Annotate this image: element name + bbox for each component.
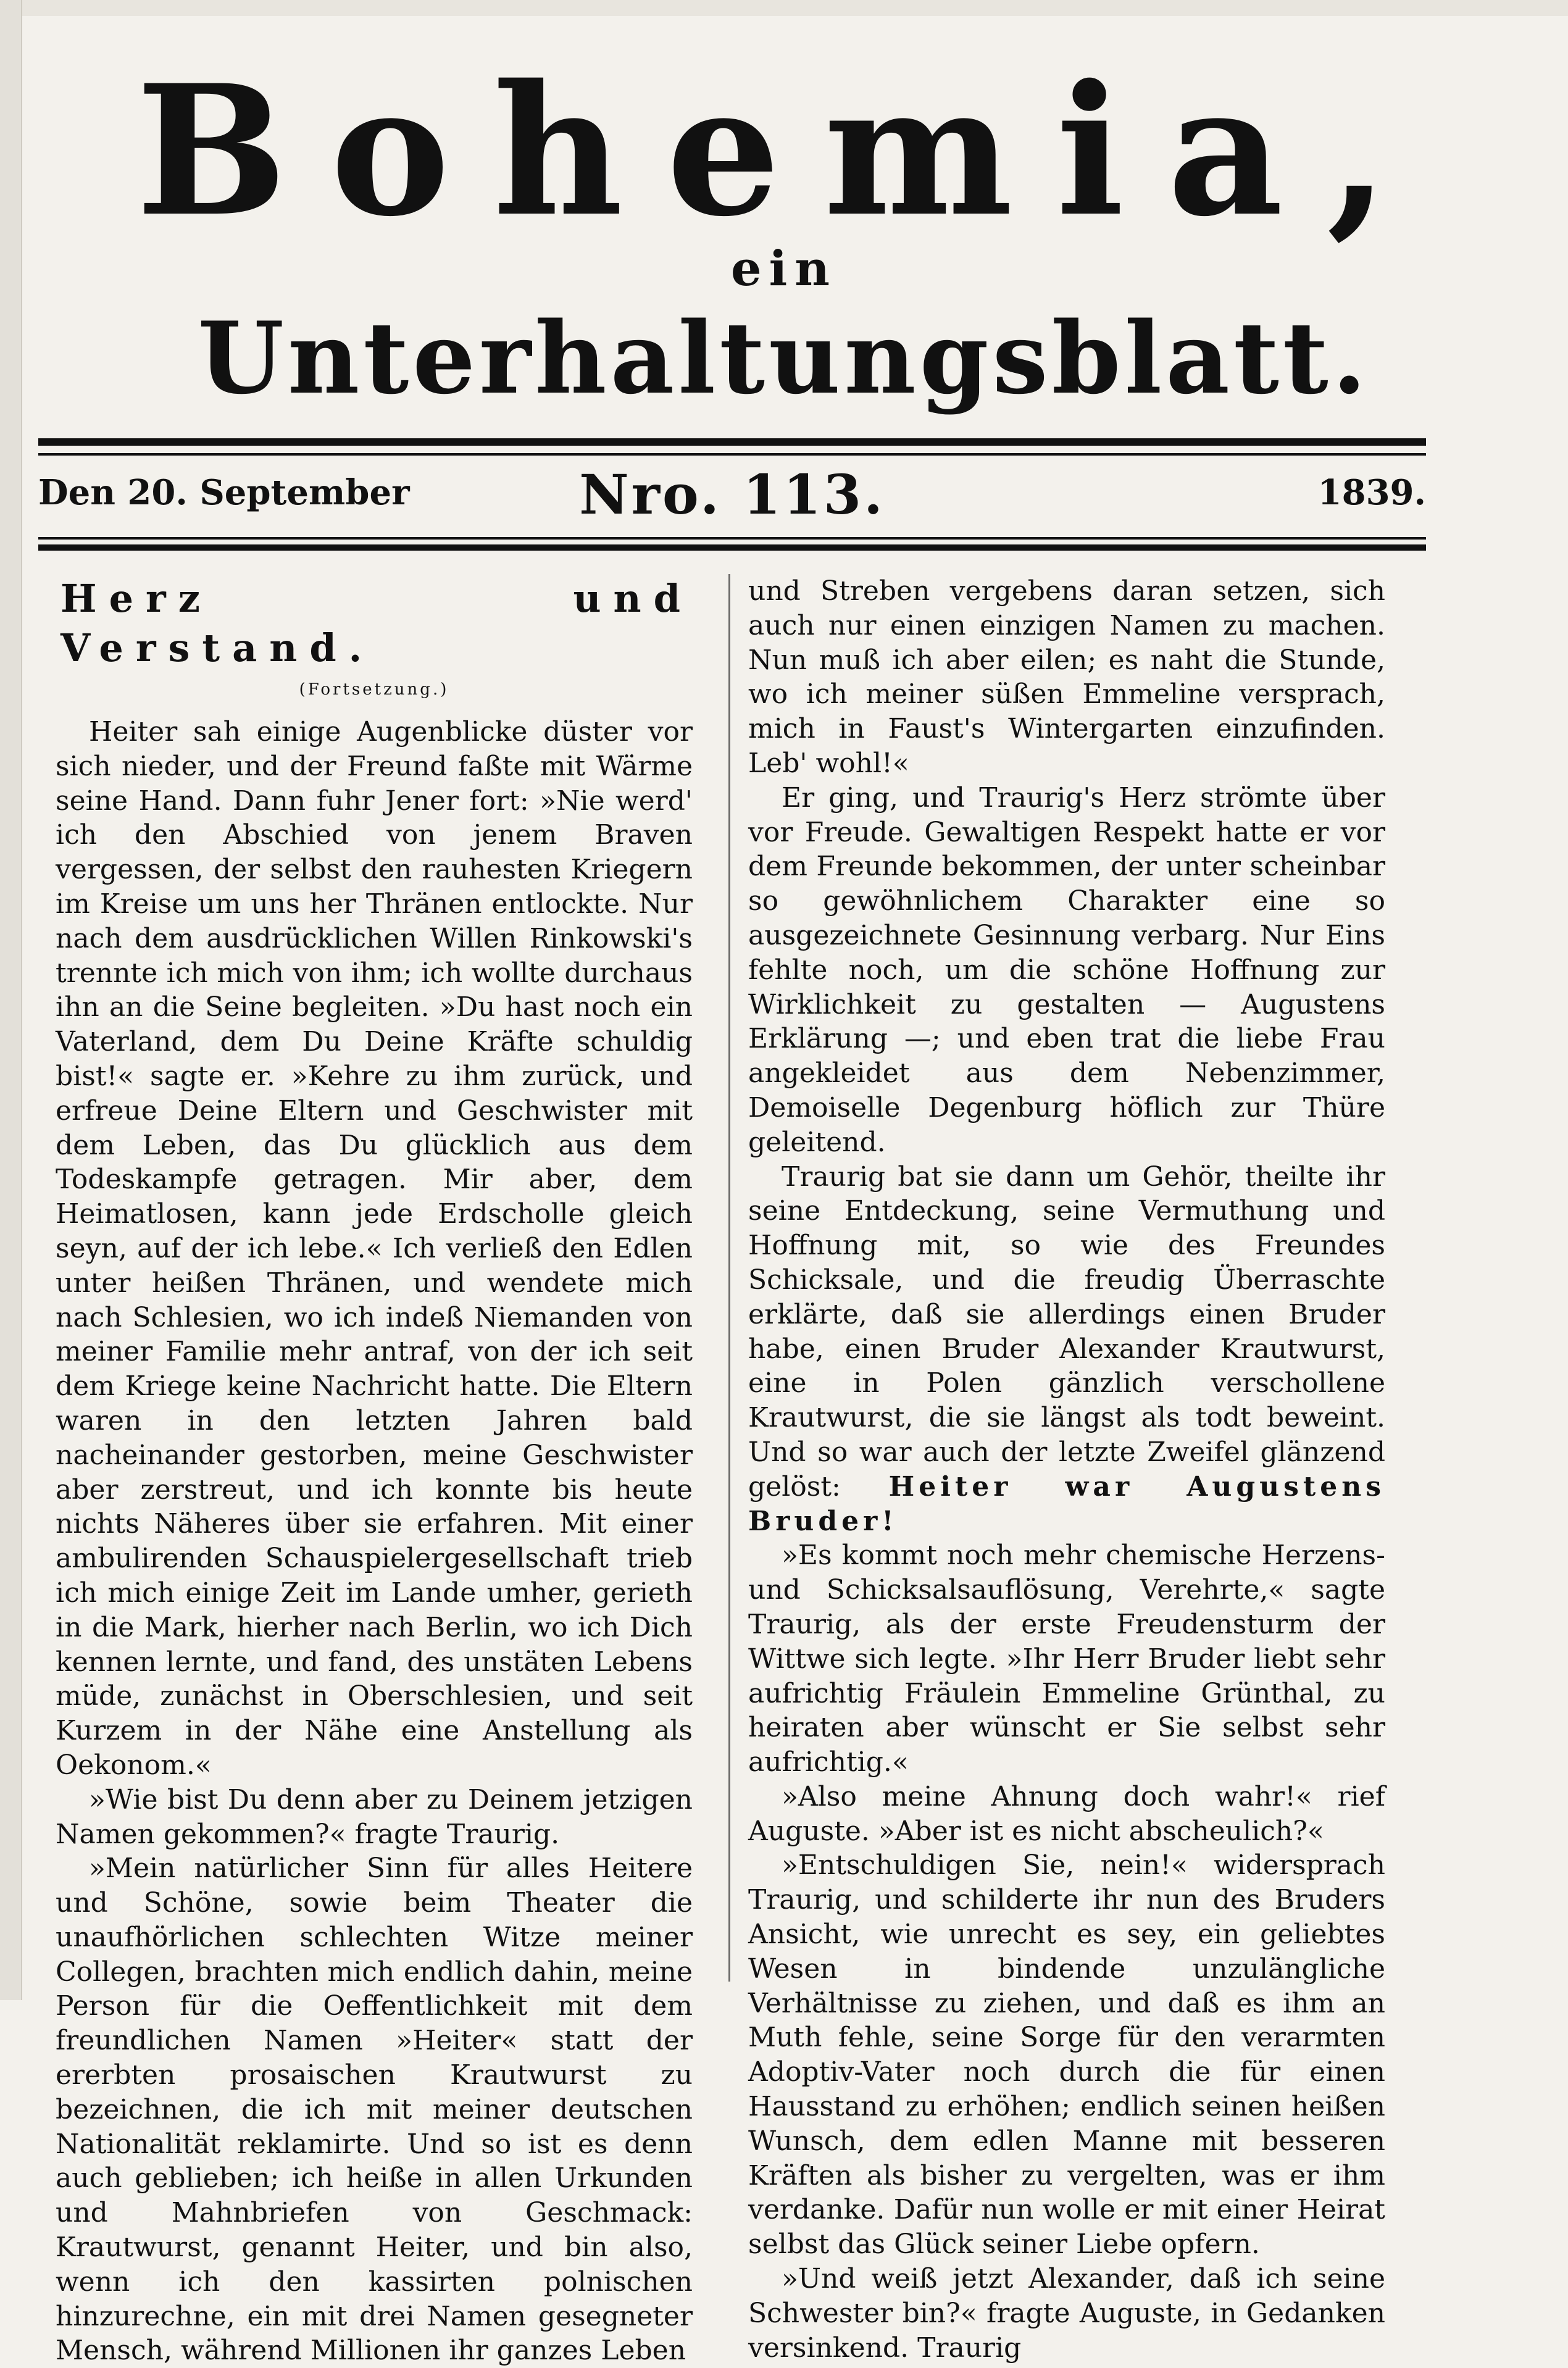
masthead-subtitle: Unterhaltungsblatt. bbox=[198, 300, 1370, 416]
paragraph: »Wie bist Du denn aber zu Deinem jetzigen Namen gekommen?« fragte Traurig. bbox=[56, 1783, 693, 1850]
column-right bbox=[748, 574, 1385, 2365]
dateline bbox=[38, 462, 1426, 528]
paragraph: »Mein natürlicher Sinn für alles Heitere und Schöne, sowie beim Theater die unaufhörlichen schlechten Witze meiner Collegen, brachten mich endlich dahin, meine Person für die Oeffentlichkeit mit dem freundlichen Namen »Heiter« statt der ererbten prosaischen Krautwurst zu bezeichnen, die ich mit meiner deutschen Nationalität reklamirte. Und so ist es denn auch geblieben; ich heiße in allen Urkunden und Mahnbriefen von Geschmack: Krautwurst, genannt Heiter, und bin also, wenn ich den kassirten polnischen hinzurechne, ein mit drei Namen gesegneter Mensch, während Millionen ihr ganzes Leben bbox=[56, 1853, 693, 2367]
masthead-ein: ein bbox=[731, 241, 837, 297]
masthead-title: Bohemia, bbox=[136, 46, 1432, 256]
paragraph: »Entschuldigen Sie, nein!« widersprach Traurig, und schilderte ihr nun des Bruders Ansicht, wie unrecht es sey, ein geliebtes Wesen in bindende unzulängliche Verhältnisse zu ziehen, und daß es ihm an Muth fehle, seine Sorge für den verarmten Adoptiv-Vater noch durch die für einen Hausstand zu erhöhen; endlich seinen heißen Wunsch, dem edlen Manne mit besseren Kräften als bisher zu vergelten, was er ihm verdanke. Dafür nun wolle er mit einer Heirat selbst das Glück seiner Liebe opfern. bbox=[748, 1849, 1385, 2261]
column-divider bbox=[728, 574, 730, 1982]
page-edge-left bbox=[0, 0, 22, 2000]
page-edge-top bbox=[0, 0, 1568, 16]
paragraph-text: Traurig bat sie dann um Gehör, theilte ihr seine Entdeckung, seine Vermuthung und Hoffnung mit, so wie des Freundes Schicksale, und die freudig Überraschte erklärte, daß sie allerdings einen Bruder habe, einen Bruder Alexander Krautwurst, eine in Polen gänzlich verschollene Krautwurst, die sie längst als todt beweint. Und so war auch der letzte Zweifel glänzend gelöst: bbox=[748, 1161, 1385, 1503]
column-left bbox=[56, 574, 693, 2368]
spaced-emphasis: Heiter war Augustens Bruder! bbox=[748, 1470, 1385, 1537]
continuation-note: (Fortsetzung.) bbox=[299, 680, 449, 699]
paragraph: »Es kommt noch mehr chemische Herzens- und Schicksalsauflösung, Verehrte,« sagte Traurig, als der erste Freudensturm der Wittwe sich legte. »Ihr Herr Bruder liebt sehr aufrichtig Fräulein Emmeline Grünthal, zu heiraten aber wünscht er Sie selbst sehr aufrichtig.« bbox=[748, 1540, 1385, 1778]
issue-date: Den 20. September bbox=[38, 472, 410, 513]
issue-number: Nro. 113. bbox=[579, 462, 885, 527]
paragraph: und Streben vergebens daran setzen, sich auch nur einen einzigen Namen zu machen. Nun muß ich aber eilen; es naht die Stunde, wo ich meiner süßen Emmeline versprach, mich in Faust's Wintergarten einzufinden. Leb' wohl!« bbox=[748, 575, 1385, 779]
double-rule-bottom bbox=[38, 537, 1426, 551]
paragraph-traurig bbox=[748, 1160, 1385, 1539]
article-title: Herz und Verstand. bbox=[60, 576, 693, 670]
double-rule-top bbox=[38, 438, 1426, 456]
paragraph: Heiter sah einige Augenblicke düster vor sich nieder, und der Freund faßte mit Wärme seine Hand. Dann fuhr Jener fort: »Nie werd' ich den Abschied von jenem Braven vergessen, der selbst den rauhesten Kriegern im Kreise um uns her Thränen entlockte. Nur nach dem ausdrücklichen Willen Rinkowski's trennte ich mich von ihm; ich wollte durchaus ihn an die Seine begleiten. »Du hast noch ein Vaterland, dem Du Deine Kräfte schuldig bist!« sagte er. »Kehre zu ihm zurück, und erfreue Deine Eltern und Geschwister mit dem Leben, das Du glücklich aus dem Todeskampfe getragen. Mir aber, dem Heimatlosen, kann jede Erdscholle gleich seyn, auf der ich lebe.« Ich verließ den Edlen unter heißen Thränen, und wendete mich nach Schlesien, wo ich indeß Niemanden von meiner Familie mehr antraf, von der ich seit dem Kriege keine Nachricht hatte. Die Eltern waren in den letzten Jahren bald nacheinander gestorben, meine Geschwister aber zerstreut, und ich konnte bis heute nichts Näheres über sie erfahren. Mit einer ambulirenden Schauspielergesellschaft trieb ich mich einige Zeit im Lande umher, gerieth in die Mark, hierher nach Berlin, wo ich Dich kennen lernte, und fand, des unstäten Lebens müde, zunächst in Oberschlesien, und seit Kurzem in der Nähe eine Anstellung als Oekonom.« bbox=[56, 716, 693, 1781]
paragraph: »Also meine Ahnung doch wahr!« rief Auguste. »Aber ist es nicht abscheulich?« bbox=[748, 1780, 1385, 1847]
paragraph: Er ging, und Traurig's Herz strömte über vor Freude. Gewaltigen Respekt hatte er vor dem Freunde bekommen, der unter scheinbar so gewöhnlichem Charakter eine so ausgezeichnete Gesinnung verbarg. Nur Eins fehlte noch, um die schöne Hoffnung zur Wirklichkeit zu gestalten — Augustens Erklärung —; und eben trat die liebe Frau angekleidet aus dem Nebenzimmer, Demoiselle Degenburg höflich zur Thüre geleitend. bbox=[748, 782, 1385, 1158]
issue-year: 1839. bbox=[1317, 472, 1426, 513]
paragraph: »Und weiß jetzt Alexander, daß ich seine Schwester bin?« fragte Auguste, in Gedanken versinkend. Traurig bbox=[748, 2263, 1385, 2364]
